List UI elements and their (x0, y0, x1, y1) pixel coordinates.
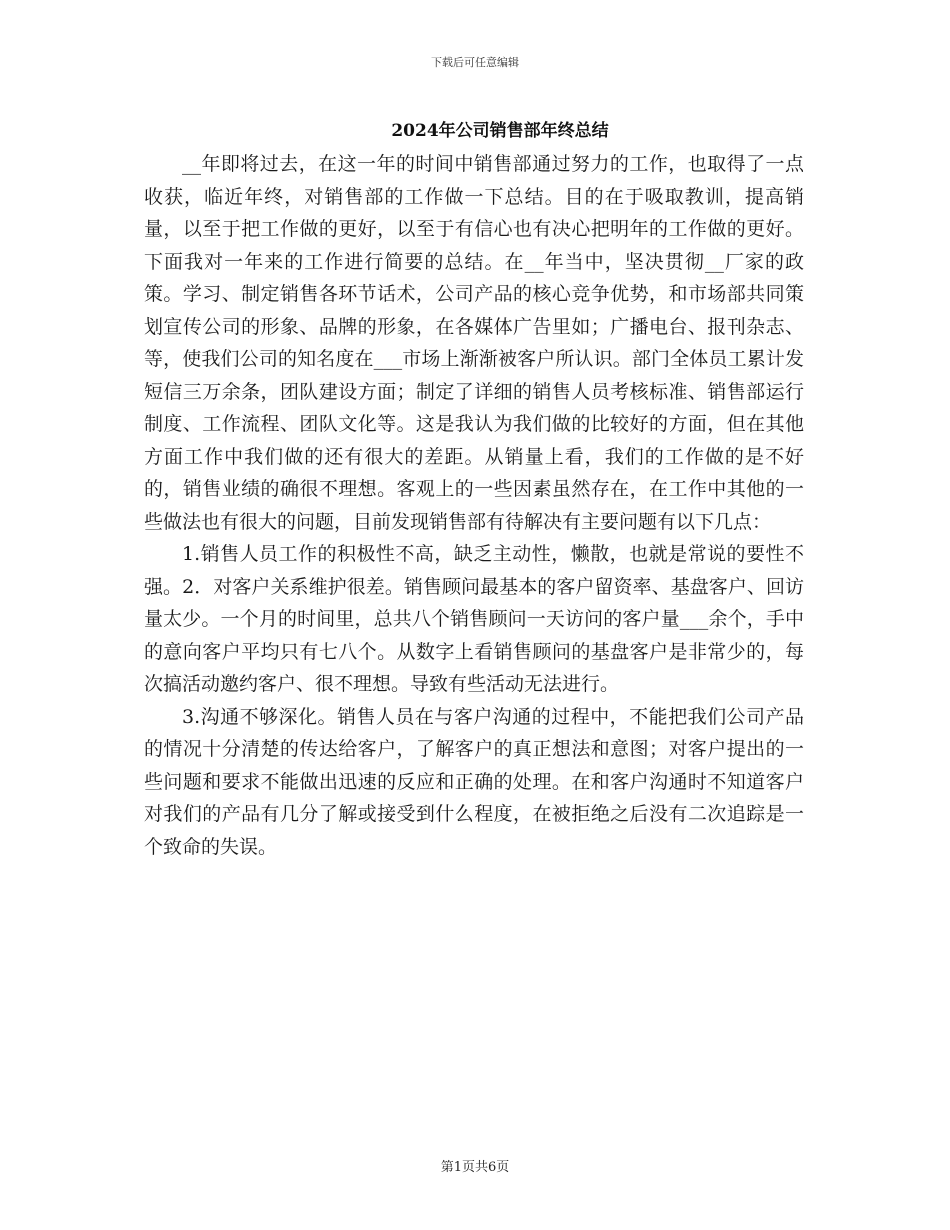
header-note: 下载后可任意编辑 (431, 56, 519, 69)
paragraph: 1.销售人员工作的积极性不高，缺乏主动性，懒散，也就是常说的要性不强。2．对客户关系维护很差。销售顾问最基本的客户留资率、基盘客户、回访量太少。一个月的时间里，总共八个销售顾问一天访问的客户量___余个，手中的意向客户平均只有七八个。从数字上看销售顾问的基盘客户是非常少的，每次搞活动邀约客户、很不理想。导致有些活动无法进行。 (144, 543, 804, 695)
document-body (144, 148, 804, 863)
document-title: 2024年公司销售部年终总结 (391, 121, 609, 141)
page-number: 第1页共6页 (440, 1160, 510, 1175)
paragraph: 3.沟通不够深化。销售人员在与客户沟通的过程中，不能把我们公司产品的情况十分清楚的传达给客户，了解客户的真正想法和意图；对客户提出的一些问题和要求不能做出迅速的反应和正确的处理。在和客户沟通时不知道客户对我们的产品有几分了解或接受到什么程度，在被拒绝之后没有二次追踪是一个致命的失误。 (144, 705, 804, 858)
paragraph: __年即将过去，在这一年的时间中销售部通过努力的工作，也取得了一点收获，临近年终，对销售部的工作做一下总结。目的在于吸取教训，提高销量，以至于把工作做的更好，以至于有信心也有决心把明年的工作做的更好。下面我对一年来的工作进行简要的总结。在__年当中，坚决贯彻__厂家的政策。学习、制定销售各环节话术，公司产品的核心竞争优势，和市场部共同策划宣传公司的形象、品牌的形象，在各媒体广告里如；广播电台、报刊杂志、等，使我们公司的知名度在___市场上渐渐被客户所认识。部门全体员工累计发短信三万余条，团队建设方面；制定了详细的销售人员考核标准、销售部运行制度、工作流程、团队文化等。这是我认为我们做的比较好的方面，但在其他方面工作中我们做的还有很大的差距。从销量上看，我们的工作做的是不好的，销售业绩的确很不理想。客观上的一些因素虽然存在，在工作中其他的一些做法也有很大的问题，目前发现销售部有待解决有主要问题有以下几点： (144, 153, 804, 533)
